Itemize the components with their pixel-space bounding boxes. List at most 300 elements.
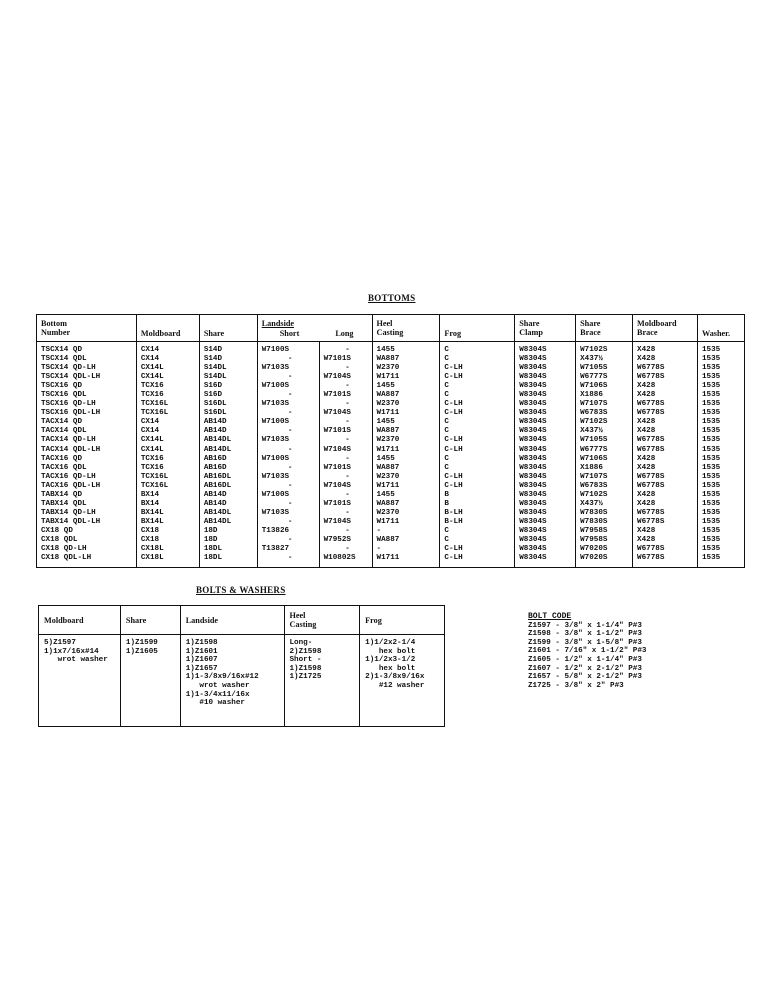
cell-bottom-number: TACX14 QD-LH: [41, 436, 96, 445]
cell-landside-long: -: [319, 527, 372, 536]
cell-share-brace: W7102S: [576, 491, 633, 500]
bolt-code-block: [528, 613, 646, 690]
cell-landside-long: -: [319, 473, 372, 482]
cell-washer: 1535: [697, 536, 744, 545]
cell-washer: 1535: [697, 355, 744, 364]
cell-landside-long: -: [319, 418, 372, 427]
cell-landside-long: W7104S: [319, 409, 372, 418]
bottoms-row: [37, 373, 745, 382]
cell-share: AB14D: [199, 418, 257, 427]
cell-landside-short: -: [257, 446, 319, 455]
cell-moldboard-brace: W6778S: [633, 446, 698, 455]
cell-heel-casting: W1711: [372, 409, 440, 418]
cell-share-brace: W7830S: [576, 509, 633, 518]
cell-landside-long: W7952S: [319, 536, 372, 545]
cell-frog: B-LH: [440, 509, 515, 518]
cell-washer: 1535: [697, 436, 744, 445]
cell-share-brace: W7106S: [576, 455, 633, 464]
cell-bottom-number: TACX14 QDL: [41, 427, 87, 436]
cell-landside-long: -: [319, 342, 372, 356]
cell-heel-casting: W2370: [372, 400, 440, 409]
cell-moldboard: TCX16: [136, 464, 199, 473]
cell-landside-short: -: [257, 536, 319, 545]
cell-washer: 1535: [697, 400, 744, 409]
cell-share: 18D: [199, 527, 257, 536]
cell-frog: C-LH: [440, 446, 515, 455]
bolt-code-line: Z1657 - 5/8" x 2-1/2" P#3: [528, 673, 642, 682]
cell-landside-short: W7100S: [257, 418, 319, 427]
cell-frog: C: [440, 427, 515, 436]
bolt-code-title: BOLT CODE: [528, 612, 572, 621]
cell-moldboard-brace: W6778S: [633, 509, 698, 518]
cell-frog: C-LH: [440, 473, 515, 482]
bottoms-row: [37, 436, 745, 445]
bottoms-row: [37, 391, 745, 400]
header-washer: Washer.: [697, 315, 744, 342]
cell-landside-short: W7100S: [257, 455, 319, 464]
cell-share-clamp: W8304S: [515, 373, 576, 382]
cell-bottom-number: CX18 QDL-LH: [41, 554, 92, 563]
cell-share-brace: X437½: [576, 355, 633, 364]
cell-washer: 1535: [697, 491, 744, 500]
cell-share-clamp: W8304S: [515, 355, 576, 364]
cell-landside-short: -: [257, 464, 319, 473]
cell-share-brace: W7830S: [576, 518, 633, 527]
cell-share: S16DL: [199, 400, 257, 409]
cell-heel-casting: WA887: [372, 391, 440, 400]
cell-frog: B-LH: [440, 518, 515, 527]
cell-heel-casting: W1711: [372, 554, 440, 568]
bottoms-row: [37, 382, 745, 391]
header-bottom-number: Bottom Number: [37, 315, 137, 342]
cell-share: AB14DL: [199, 518, 257, 527]
header-heel-casting: Heel Casting: [372, 315, 440, 342]
cell-frog: C: [440, 464, 515, 473]
cell-frog: C: [440, 527, 515, 536]
bottoms-row: [37, 518, 745, 527]
cell-frog: C-LH: [440, 409, 515, 418]
cell-moldboard: CX14L: [136, 373, 199, 382]
cell-moldboard: CX18: [136, 536, 199, 545]
cell-share: S14D: [199, 342, 257, 356]
cell-landside-long: -: [319, 491, 372, 500]
bolt-code-line: Z1601 - 7/16" x 1-1/2" P#3: [528, 647, 647, 656]
cell-washer: 1535: [697, 554, 744, 568]
cell-heel-casting: WA887: [372, 355, 440, 364]
cell-bottom-number: TACX16 QDL: [41, 463, 87, 472]
bottoms-row: [37, 364, 745, 373]
cell-washer: 1535: [697, 482, 744, 491]
bolts-heel-casting-cell: Long- 2)Z1598 Short - 1)Z1598 1)Z1725: [284, 635, 360, 727]
cell-heel-casting: W2370: [372, 364, 440, 373]
bottoms-row: [37, 554, 745, 568]
cell-landside-long: W7101S: [319, 500, 372, 509]
cell-share-clamp: W8304S: [515, 473, 576, 482]
cell-share: 18DL: [199, 554, 257, 568]
cell-share-brace: X1886: [576, 391, 633, 400]
cell-frog: C-LH: [440, 482, 515, 491]
cell-share-clamp: W8304S: [515, 436, 576, 445]
bottoms-row: [37, 536, 745, 545]
cell-bottom-number: TSCX14 QD-LH: [41, 364, 96, 373]
cell-share: AB14DL: [199, 446, 257, 455]
cell-frog: B: [440, 491, 515, 500]
cell-landside-long: W7104S: [319, 446, 372, 455]
cell-landside-short: W7100S: [257, 382, 319, 391]
cell-share-brace: W7102S: [576, 342, 633, 356]
cell-bottom-number: TACX14 QDL-LH: [41, 445, 101, 454]
cell-share: AB14D: [199, 491, 257, 500]
cell-moldboard-brace: W6778S: [633, 364, 698, 373]
cell-share-brace: W6783S: [576, 409, 633, 418]
cell-share-clamp: W8304S: [515, 382, 576, 391]
bolts-share-cell: 1)Z1599 1)Z1605: [120, 635, 180, 727]
bottoms-row: [37, 342, 745, 356]
cell-share: AB14DL: [199, 509, 257, 518]
bolts-header-share: Share: [120, 606, 180, 635]
cell-landside-short: -: [257, 427, 319, 436]
cell-washer: 1535: [697, 364, 744, 373]
cell-moldboard: BX14: [136, 500, 199, 509]
cell-heel-casting: 1455: [372, 491, 440, 500]
cell-share-brace: X437½: [576, 427, 633, 436]
cell-share-brace: W7106S: [576, 382, 633, 391]
cell-share-clamp: W8304S: [515, 464, 576, 473]
cell-heel-casting: 1455: [372, 418, 440, 427]
cell-bottom-number: CX18 QD: [41, 526, 73, 535]
bottoms-row: [37, 500, 745, 509]
cell-share-brace: W7958S: [576, 536, 633, 545]
cell-moldboard: TCX16: [136, 391, 199, 400]
header-share-brace: Share Brace: [576, 315, 633, 342]
bottoms-row: [37, 527, 745, 536]
cell-bottom-number: TSCX14 QD: [41, 346, 83, 354]
cell-heel-casting: WA887: [372, 427, 440, 436]
bottoms-row: [37, 427, 745, 436]
header-landside-long: Long: [335, 329, 354, 338]
cell-share: AB14D: [199, 500, 257, 509]
cell-landside-long: -: [319, 545, 372, 554]
cell-landside-short: -: [257, 391, 319, 400]
cell-heel-casting: WA887: [372, 536, 440, 545]
cell-frog: C: [440, 342, 515, 356]
bottoms-row: [37, 482, 745, 491]
cell-moldboard-brace: X428: [633, 500, 698, 509]
header-share-clamp: Share Clamp: [515, 315, 576, 342]
bottoms-header-row: [37, 315, 745, 342]
header-frog: Frog: [440, 315, 515, 342]
bolts-header-heel-casting: Heel Casting: [284, 606, 360, 635]
cell-moldboard-brace: W6778S: [633, 409, 698, 418]
cell-share-clamp: W8304S: [515, 400, 576, 409]
cell-washer: 1535: [697, 427, 744, 436]
cell-share-clamp: W8304S: [515, 545, 576, 554]
cell-share-clamp: W8304S: [515, 446, 576, 455]
cell-share-clamp: W8304S: [515, 491, 576, 500]
cell-washer: 1535: [697, 342, 744, 356]
cell-frog: C-LH: [440, 436, 515, 445]
cell-landside-long: -: [319, 455, 372, 464]
bottoms-row: [37, 418, 745, 427]
cell-frog: C-LH: [440, 554, 515, 568]
cell-share-clamp: W8304S: [515, 342, 576, 356]
cell-washer: 1535: [697, 446, 744, 455]
cell-bottom-number: TSCX14 QDL: [41, 355, 87, 364]
cell-landside-short: T13827: [257, 545, 319, 554]
cell-share-brace: X1886: [576, 464, 633, 473]
cell-landside-short: -: [257, 355, 319, 364]
cell-moldboard-brace: X428: [633, 491, 698, 500]
cell-landside-short: W7103S: [257, 509, 319, 518]
bottoms-row: [37, 473, 745, 482]
cell-share: 18DL: [199, 545, 257, 554]
cell-washer: 1535: [697, 500, 744, 509]
bolts-header-row: [39, 606, 445, 635]
cell-frog: C-LH: [440, 364, 515, 373]
cell-heel-casting: WA887: [372, 464, 440, 473]
cell-washer: 1535: [697, 409, 744, 418]
cell-bottom-number: TABX14 QDL: [41, 499, 87, 508]
cell-moldboard: TCX16L: [136, 473, 199, 482]
cell-share: AB16D: [199, 455, 257, 464]
cell-share-brace: W7105S: [576, 364, 633, 373]
cell-share-clamp: W8304S: [515, 518, 576, 527]
cell-frog: C-LH: [440, 545, 515, 554]
cell-moldboard: CX14: [136, 418, 199, 427]
cell-moldboard: CX14L: [136, 436, 199, 445]
cell-share-clamp: W8304S: [515, 364, 576, 373]
bolts-header-frog: Frog: [360, 606, 445, 635]
cell-share-clamp: W8304S: [515, 554, 576, 568]
cell-bottom-number: TSCX16 QDL: [41, 391, 87, 400]
cell-moldboard: CX14: [136, 355, 199, 364]
cell-frog: C: [440, 355, 515, 364]
cell-moldboard: BX14L: [136, 518, 199, 527]
cell-landside-long: W10802S: [319, 554, 372, 568]
cell-washer: 1535: [697, 509, 744, 518]
cell-landside-long: -: [319, 382, 372, 391]
cell-washer: 1535: [697, 545, 744, 554]
cell-heel-casting: W1711: [372, 482, 440, 491]
cell-moldboard: CX18L: [136, 554, 199, 568]
cell-share: S16D: [199, 391, 257, 400]
cell-landside-long: W7104S: [319, 518, 372, 527]
bolts-header-landside: Landside: [180, 606, 284, 635]
cell-heel-casting: W1711: [372, 518, 440, 527]
bottoms-row: [37, 509, 745, 518]
header-share: Share: [199, 315, 257, 342]
cell-bottom-number: TABX14 QD: [41, 490, 83, 499]
cell-heel-casting: W2370: [372, 509, 440, 518]
cell-bottom-number: TACX16 QD: [41, 454, 83, 463]
header-moldboard: Moldboard: [136, 315, 199, 342]
cell-share: S16D: [199, 382, 257, 391]
cell-washer: 1535: [697, 382, 744, 391]
cell-frog: C-LH: [440, 400, 515, 409]
cell-landside-short: W7103S: [257, 436, 319, 445]
cell-moldboard-brace: W6778S: [633, 400, 698, 409]
cell-moldboard-brace: W6778S: [633, 473, 698, 482]
bottoms-row: [37, 464, 745, 473]
cell-moldboard-brace: X428: [633, 536, 698, 545]
cell-heel-casting: -: [372, 545, 440, 554]
bottoms-table: [36, 314, 745, 568]
cell-share-clamp: W8304S: [515, 536, 576, 545]
cell-share: S16DL: [199, 409, 257, 418]
cell-share: AB14D: [199, 427, 257, 436]
cell-share: 18D: [199, 536, 257, 545]
cell-frog: C-LH: [440, 373, 515, 382]
cell-landside-short: -: [257, 482, 319, 491]
cell-moldboard-brace: X428: [633, 455, 698, 464]
bolts-moldboard-cell: 5)Z1597 1)1x7/16x#14 wrot washer: [44, 639, 108, 665]
header-landside: Landside: [261, 319, 295, 328]
bolts-washers-title: BOLTS & WASHERS: [196, 585, 286, 595]
cell-moldboard: TCX16: [136, 455, 199, 464]
cell-share-brace: X437½: [576, 500, 633, 509]
cell-frog: C: [440, 418, 515, 427]
cell-landside-short: T13826: [257, 527, 319, 536]
cell-moldboard-brace: X428: [633, 342, 698, 356]
bolt-code-line: Z1605 - 1/2" x 1-1/4" P#3: [528, 655, 642, 664]
cell-heel-casting: -: [372, 527, 440, 536]
bottoms-row: [37, 491, 745, 500]
cell-moldboard: CX14L: [136, 364, 199, 373]
cell-frog: C: [440, 382, 515, 391]
cell-moldboard-brace: X428: [633, 418, 698, 427]
cell-share-clamp: W8304S: [515, 509, 576, 518]
cell-heel-casting: 1455: [372, 342, 440, 356]
cell-bottom-number: TACX16 QDL-LH: [41, 481, 101, 490]
cell-landside-short: -: [257, 518, 319, 527]
cell-washer: 1535: [697, 391, 744, 400]
cell-moldboard: CX14: [136, 427, 199, 436]
cell-share-brace: W7958S: [576, 527, 633, 536]
cell-landside-long: -: [319, 436, 372, 445]
cell-frog: B: [440, 500, 515, 509]
bottoms-row: [37, 400, 745, 409]
cell-share-clamp: W8304S: [515, 418, 576, 427]
cell-moldboard-brace: X428: [633, 391, 698, 400]
cell-moldboard-brace: X428: [633, 527, 698, 536]
cell-moldboard: TCX16L: [136, 409, 199, 418]
cell-washer: 1535: [697, 473, 744, 482]
cell-bottom-number: TSCX14 QDL-LH: [41, 373, 101, 382]
cell-share: S14D: [199, 355, 257, 364]
bolts-washers-table: [38, 605, 445, 727]
cell-heel-casting: W1711: [372, 373, 440, 382]
cell-moldboard: TCX16: [136, 382, 199, 391]
cell-share: AB16D: [199, 464, 257, 473]
cell-washer: 1535: [697, 527, 744, 536]
cell-washer: 1535: [697, 373, 744, 382]
cell-bottom-number: TSCX16 QD-LH: [41, 400, 96, 409]
cell-landside-short: W7103S: [257, 364, 319, 373]
bolts-landside-cell: 1)Z1598 1)Z1601 1)Z1607 1)Z1657 1)1-3/8x9/16x#12 wrot washer 1)1-3/4x11/16x #10 washer: [180, 635, 284, 727]
cell-moldboard: CX18: [136, 527, 199, 536]
bolt-code-line: Z1607 - 1/2" x 2-1/2" P#3: [528, 664, 642, 673]
cell-landside-long: W7104S: [319, 373, 372, 382]
cell-share-clamp: W8304S: [515, 409, 576, 418]
cell-washer: 1535: [697, 518, 744, 527]
cell-share: AB14DL: [199, 436, 257, 445]
cell-landside-short: W7103S: [257, 473, 319, 482]
cell-share-clamp: W8304S: [515, 482, 576, 491]
cell-moldboard: CX18L: [136, 545, 199, 554]
cell-heel-casting: W2370: [372, 473, 440, 482]
cell-landside-long: -: [319, 364, 372, 373]
cell-share-brace: W6777S: [576, 373, 633, 382]
cell-heel-casting: 1455: [372, 382, 440, 391]
cell-share-clamp: W8304S: [515, 427, 576, 436]
cell-landside-short: W7100S: [257, 491, 319, 500]
cell-landside-short: -: [257, 373, 319, 382]
cell-bottom-number: TSCX16 QDL-LH: [41, 409, 101, 418]
cell-moldboard: CX14L: [136, 446, 199, 455]
cell-landside-long: -: [319, 509, 372, 518]
cell-landside-short: -: [257, 554, 319, 568]
cell-share-brace: W6777S: [576, 446, 633, 455]
cell-bottom-number: TABX14 QD-LH: [41, 508, 96, 517]
cell-landside-short: -: [257, 409, 319, 418]
cell-washer: 1535: [697, 418, 744, 427]
bottoms-title: BOTTOMS: [368, 293, 416, 303]
cell-moldboard-brace: X428: [633, 427, 698, 436]
cell-share-brace: W7105S: [576, 436, 633, 445]
cell-share-brace: W7102S: [576, 418, 633, 427]
cell-landside-long: W7101S: [319, 464, 372, 473]
cell-share-clamp: W8304S: [515, 391, 576, 400]
cell-heel-casting: 1455: [372, 455, 440, 464]
cell-heel-casting: W1711: [372, 446, 440, 455]
cell-washer: 1535: [697, 455, 744, 464]
cell-landside-short: W7103S: [257, 400, 319, 409]
cell-moldboard: BX14L: [136, 509, 199, 518]
bolt-code-line: Z1725 - 3/8" x 2" P#3: [528, 681, 624, 690]
cell-landside-short: W7100S: [257, 342, 319, 356]
cell-landside-long: W7101S: [319, 427, 372, 436]
bolt-code-line: Z1598 - 3/8" x 1-1/2" P#3: [528, 630, 642, 639]
cell-landside-short: -: [257, 500, 319, 509]
header-landside-short: Short: [279, 329, 300, 338]
cell-share-brace: W6783S: [576, 482, 633, 491]
bolt-code-line: Z1599 - 3/8" x 1-5/8" P#3: [528, 638, 642, 647]
cell-bottom-number: TACX16 QD-LH: [41, 472, 96, 481]
cell-share-clamp: W8304S: [515, 500, 576, 509]
cell-frog: C: [440, 536, 515, 545]
cell-share-brace: W7020S: [576, 545, 633, 554]
cell-landside-long: W7101S: [319, 355, 372, 364]
cell-bottom-number: TACX14 QD: [41, 418, 83, 427]
bottoms-row: [37, 409, 745, 418]
cell-bottom-number: CX18 QDL: [41, 535, 78, 544]
bottoms-row: [37, 446, 745, 455]
cell-share-brace: W7107S: [576, 400, 633, 409]
cell-moldboard-brace: W6778S: [633, 554, 698, 568]
cell-heel-casting: W2370: [372, 436, 440, 445]
bolts-header-moldboard: Moldboard: [39, 606, 121, 635]
bottoms-row: [37, 455, 745, 464]
cell-moldboard-brace: X428: [633, 355, 698, 364]
cell-moldboard: BX14: [136, 491, 199, 500]
cell-heel-casting: WA887: [372, 500, 440, 509]
header-moldboard-brace: Moldboard Brace: [633, 315, 698, 342]
cell-moldboard-brace: W6778S: [633, 545, 698, 554]
cell-bottom-number: TSCX16 QD: [41, 382, 83, 391]
cell-moldboard: CX14: [136, 342, 199, 356]
cell-moldboard: TCX16L: [136, 400, 199, 409]
bolts-frog-cell: 1)1/2x2-1/4 hex bolt 1)1/2x3-1/2 hex bolt 2)1-3/8x9/16x #12 washer: [360, 635, 445, 727]
